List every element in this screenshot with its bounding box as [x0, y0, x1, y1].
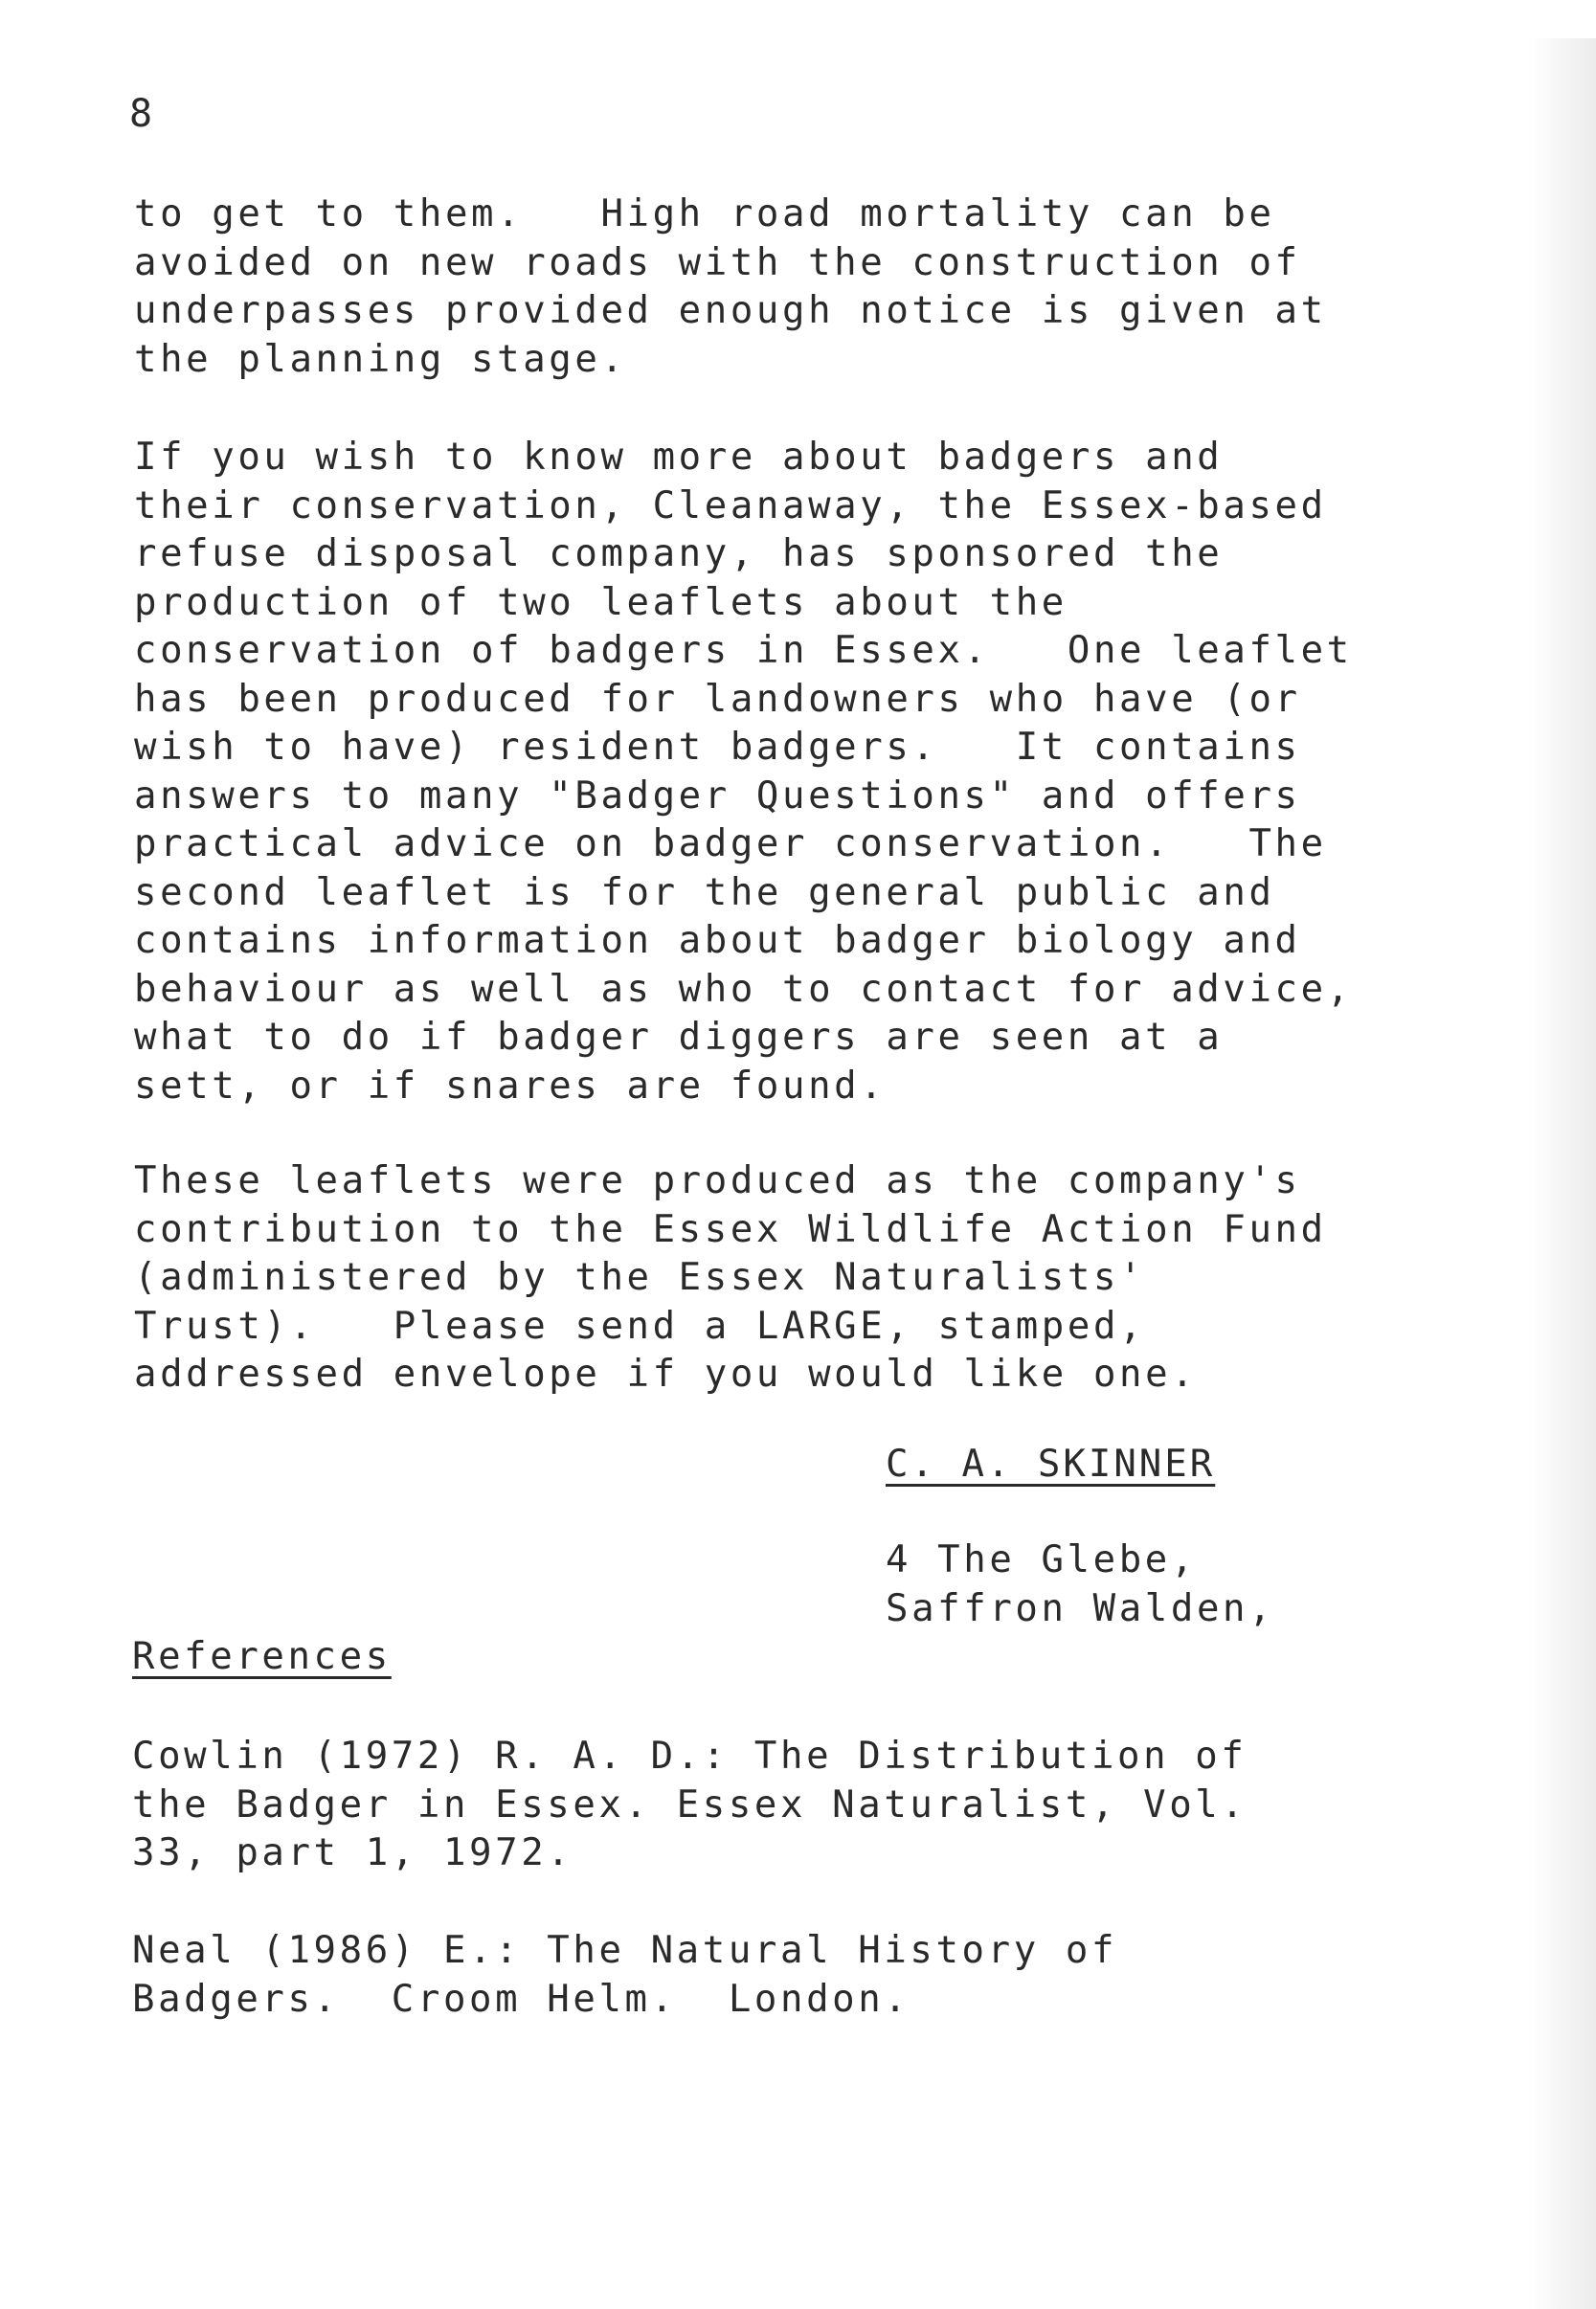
body-paragraph-2: [134, 434, 1494, 1110]
paragraph-text: These leaflets were produced as the company's contribution to the Essex Wildlife Action Fund (administered by the Essex Naturalists' Trust). Please send a LARGE, stamped, addressed envelope if you would like one.: [134, 1159, 1327, 1396]
paragraph-text: to get to them. High road mortality can be avoided on new roads with the construction of underpasses provided enough notice is given at the planning stage.: [134, 192, 1327, 381]
page-number: 8: [129, 92, 155, 136]
author-address: [886, 1536, 1274, 1633]
page-edge-shadow: [1529, 38, 1596, 2309]
reference-item: Neal (1986) E.: The Natural History of Badgers. Croom Helm. London.: [132, 1929, 1118, 2021]
address-line: Saffron Walden,: [886, 1586, 1275, 1630]
references-heading: References: [132, 1635, 392, 1678]
body-paragraph-3: [134, 1157, 1494, 1400]
address-line: 4 The Glebe,: [886, 1538, 1197, 1581]
paragraph-text: If you wish to know more about badgers and their conservation, Cleanaway, the Essex-based refuse disposal company, has sponsored the production of two leaflets about the conservation of badgers in Essex. One leaflet has been produced for landowners who have (or wish to have) resident badgers. It contains answers to many "Badger Questions" and offers practical advice on badger conservation. The second leaflet is for the general public and contains information about badger biology and behaviour as well as who to contact for advice, what to do if badger diggers are seen at a sett, or if snares are found.: [134, 436, 1353, 1108]
reference-item: Cowlin (1972) R. A. D.: The Distribution of the Badger in Essex. Essex Naturalist, Vol. 33, part 1, 1972.: [132, 1735, 1248, 1874]
author-name: C. A. SKINNER: [886, 1443, 1216, 1486]
body-paragraph-1: [134, 191, 1494, 384]
